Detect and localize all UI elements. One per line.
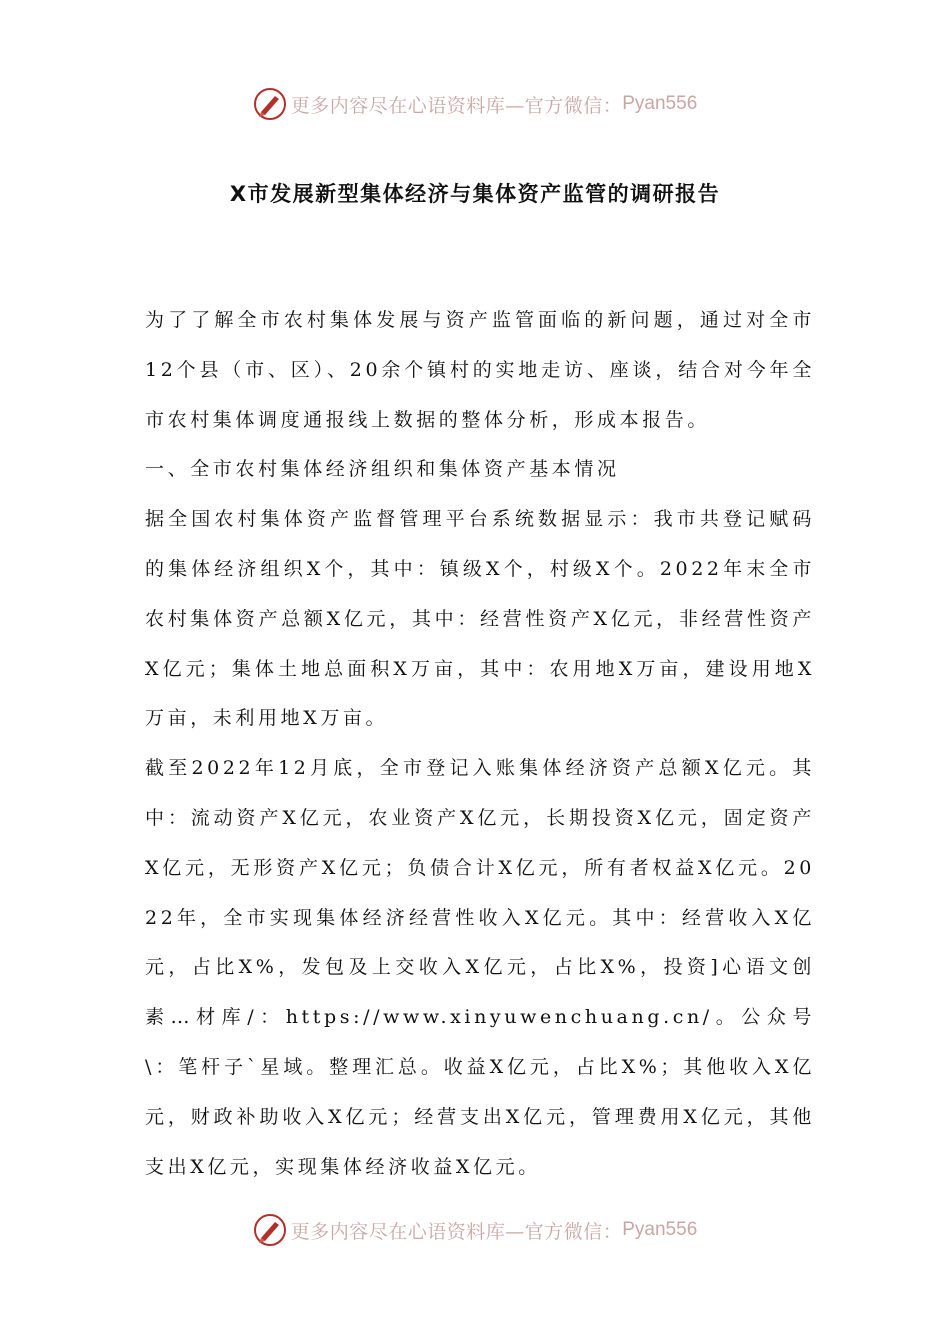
- watermark-handle: Pyan556: [622, 93, 698, 114]
- watermark-text: 更多内容尽在心语资料库—官方微信：: [290, 1220, 623, 1243]
- document-title: X市发展新型集体经济与集体资产监管的调研报告: [229, 182, 721, 206]
- watermark-handle: Pyan556: [622, 1219, 698, 1240]
- document-body: [145, 296, 815, 1192]
- footer-watermark: [0, 1210, 950, 1250]
- pen-logo-icon: [253, 87, 287, 121]
- paragraph-intro: 为了了解全市农村集体发展与资产监管面临的新问题，通过对全市12个县（市、区）、20余个镇村的实地走访、座谈，结合对今年全市农村集体调度通报线上数据的整体分析，形成本报告。: [145, 309, 815, 431]
- section-heading: 一、全市农村集体经济组织和集体资产基本情况: [145, 458, 620, 481]
- header-watermark: [0, 84, 950, 124]
- watermark-text: 更多内容尽在心语资料库—官方微信：: [290, 94, 623, 117]
- paragraph-organizations: 据全国农村集体资产监督管理平台系统数据显示：我市共登记赋码的集体经济组织X个，其中：镇级X个，村级X个。2022年末全市农村集体资产总额X亿元，其中：经营性资产X亿元，非经营性资产X亿元；集体土地总面积X万亩，其中：农用地X万亩，建设用地X万亩，未利用地X万亩。: [145, 508, 815, 730]
- paragraph-assets: 截至2022年12月底，全市登记入账集体经济资产总额X亿元。其中：流动资产X亿元，农业资产X亿元，长期投资X亿元，固定资产X亿元，无形资产X亿元；负债合计X亿元，所有者权益X亿元。2022年，全市实现集体经济经营性收入X亿元。其中：经营收入X亿元，占比X%，发包及上交收入X亿元，占比X%，投资]心语文创素…材库/：https://www.xinyuwenchuang.cn/。公众号\：笔杆子`星域。整理汇总。收益X亿元，占比X%；其他收入X亿元，财政补助收入X亿元；经营支出X亿元，管理费用X亿元，其他支出X亿元，实现集体经济收益X亿元。: [145, 757, 815, 1178]
- pen-logo-icon: [253, 1213, 287, 1247]
